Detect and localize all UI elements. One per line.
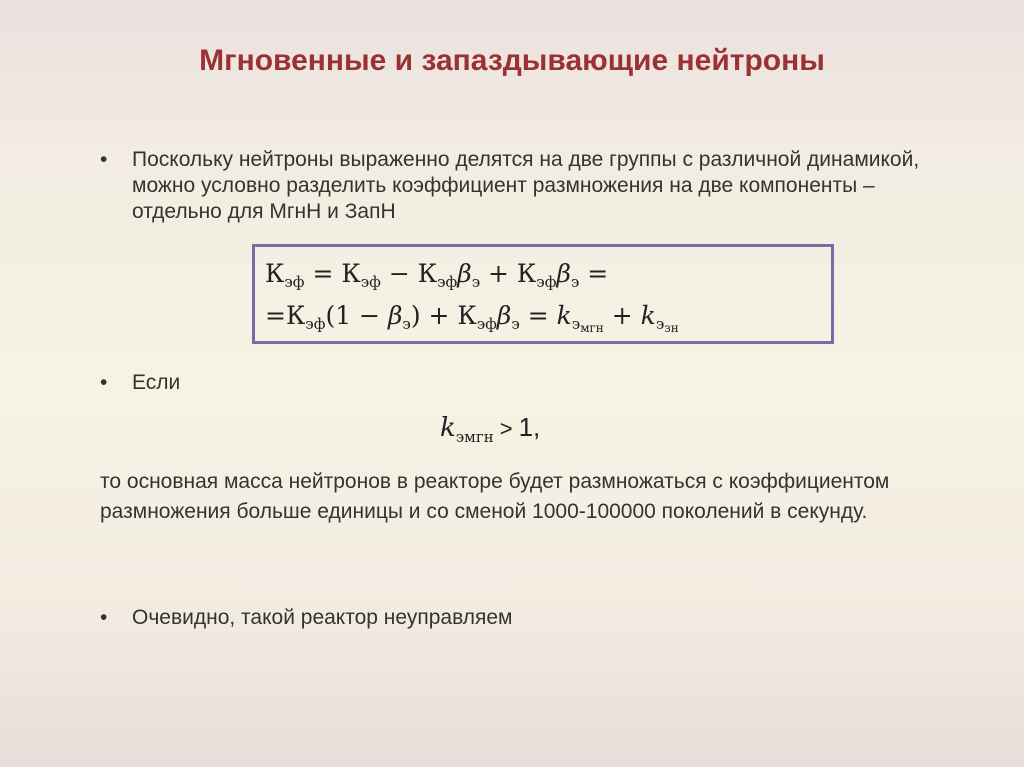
bullet-text: Если bbox=[132, 371, 181, 394]
bullet-marker: • bbox=[100, 606, 108, 629]
slide-title: Мгновенные и запаздывающие нейтроны bbox=[199, 44, 825, 77]
paragraph-text: то основная масса нейтронов в реакторе будет размножаться с коэффициентом размножения больше единицы и со сменой 1000-100000 поколений в секунду. bbox=[100, 470, 890, 523]
condition-formula: $k_{эмгн} > 1$, bbox=[440, 412, 541, 446]
formula-line-2: $=К_{эф}(1 - \beta_э) + К_{эф}\beta_э = k_{э_{мгн}} + k_{э_{зн}}$ bbox=[265, 301, 679, 335]
bullet-item bbox=[100, 147, 920, 225]
bullet-item bbox=[100, 370, 920, 396]
bullet-marker: • bbox=[100, 148, 108, 171]
bullet-marker: • bbox=[100, 371, 108, 394]
bullet-item bbox=[100, 605, 920, 631]
bullet-text: Поскольку нейтроны выраженно делятся на две группы с различной динамикой, можно условно разделить коэффициент размножения на две компоненты – отдельно для МгнН и ЗапН bbox=[132, 148, 920, 223]
formula-box bbox=[252, 244, 834, 344]
bullet-text: Очевидно, такой реактор неуправляем bbox=[132, 606, 513, 629]
formula-line-1: $К_{эф} = К_{эф} - К_{эф}\beta_э + К_{эф}\beta_э$ = bbox=[265, 259, 609, 291]
